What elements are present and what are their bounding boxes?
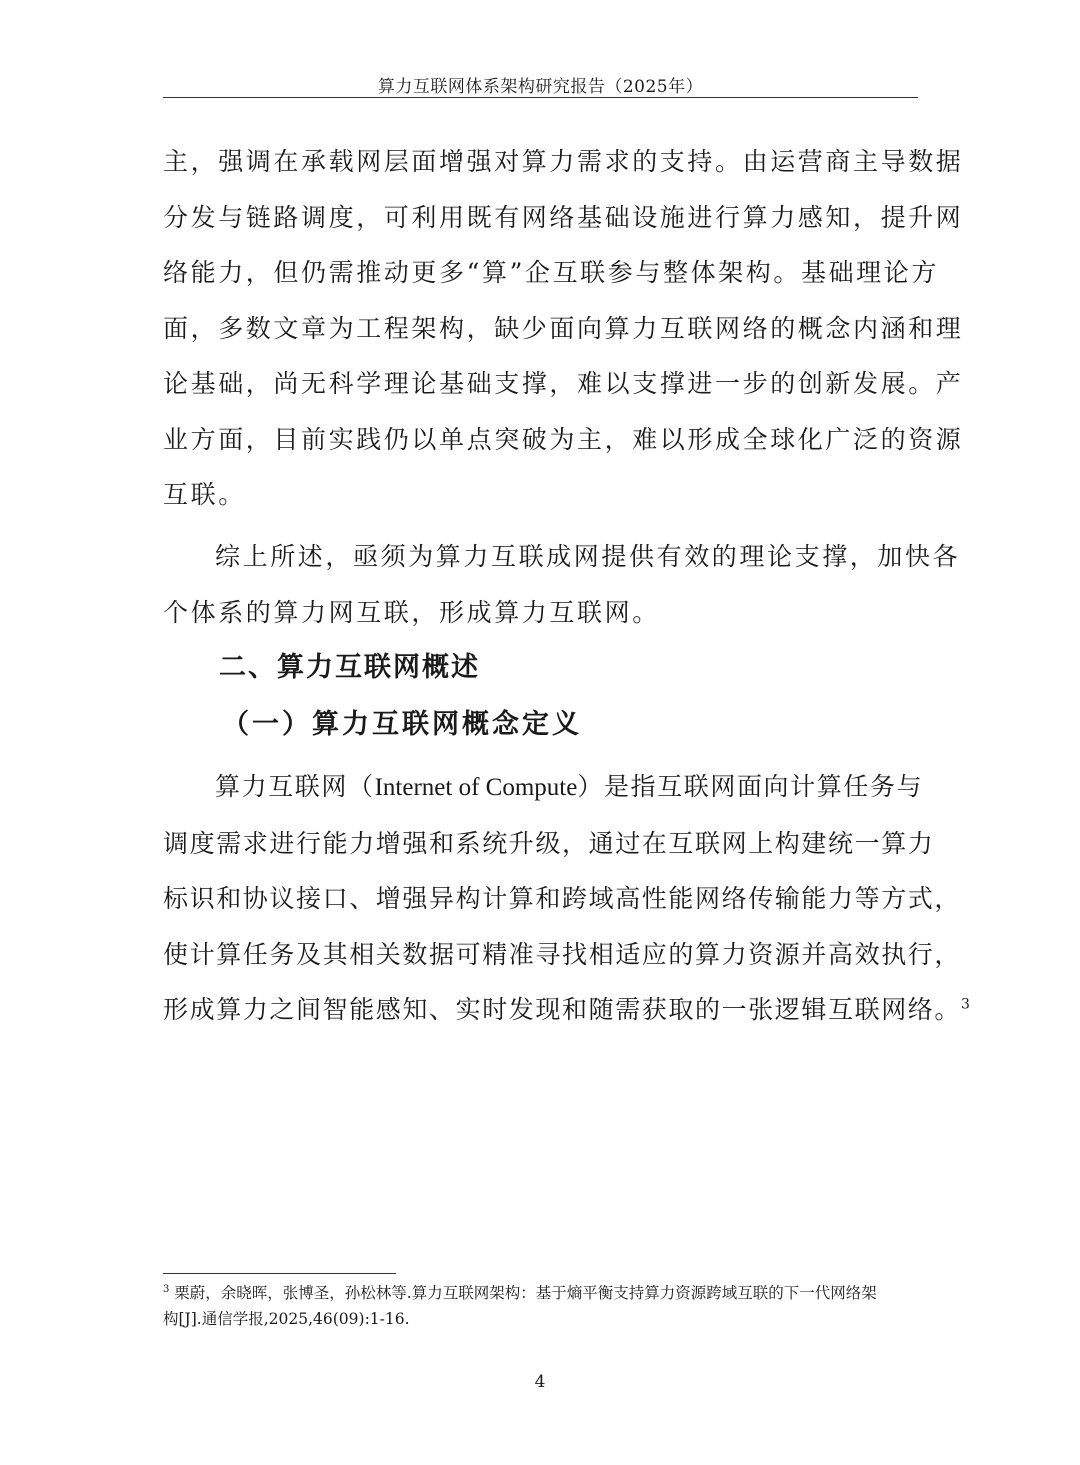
footnote — [163, 1280, 918, 1332]
footnote-reference[interactable]: 3 — [961, 996, 972, 1013]
paragraph-line: 个体系的算力网互联，形成算力互联网。 — [163, 597, 660, 627]
page-number: 4 — [534, 1372, 546, 1392]
paragraph-summary — [163, 529, 961, 640]
last-line-text: 形成算力之间智能感知、实时发现和随需获取的一张逻辑互联网络。 — [163, 995, 962, 1024]
paragraph-line: 综上所述，亟须为算力互联成网提供有效的理论支撑，加快各 — [215, 542, 961, 571]
paragraph-line: 论基础，尚无科学理论基础支撑，难以支撑进一步的创新发展。产 — [163, 369, 964, 398]
paragraph-line — [163, 759, 924, 816]
paragraph-continuation — [163, 134, 964, 523]
running-header: 算力互联网体系架构研究报告（2025年） — [377, 77, 704, 97]
paragraph-line: 标识和协议接口、增强异构计算和跨域高性能网络传输能力等方式， — [163, 884, 962, 913]
subsection-heading: （一）算力互联网概念定义 — [222, 709, 582, 740]
paragraph-line: 互联。 — [163, 480, 246, 509]
paragraph-line: 络能力，但仍需推动更多“算”企互联参与整体架构。基础理论方 — [163, 258, 939, 287]
section-heading: 二、算力互联网概述 — [219, 652, 480, 683]
paragraph-definition — [163, 759, 972, 1038]
footnote-line: 构[J].通信学报,2025,46(09):1-16. — [163, 1310, 410, 1328]
paragraph-line — [163, 982, 972, 1038]
line-suffix: ）是指互联网面向计算任务与 — [577, 772, 924, 801]
footnote-rule — [163, 1273, 396, 1274]
footnote-marker: 3 — [163, 1283, 170, 1295]
paragraph-line: 面，多数文章为工程架构，缺少面向算力互联网络的概念内涵和理 — [163, 313, 964, 343]
footnote-line — [163, 1280, 918, 1306]
line-prefix: 算力互联网（ — [215, 772, 375, 801]
english-term: Internet of Compute — [374, 774, 578, 801]
paragraph-line: 业方面，目前实践仍以单点突破为主，难以形成全球化广泛的资源 — [163, 424, 964, 454]
paragraph-line: 使计算任务及其相关数据可精准寻找相适应的算力资源并高效执行， — [163, 939, 962, 969]
paragraph-line: 分发与链路调度，可利用既有网络基础设施进行算力感知，提升网 — [163, 202, 964, 232]
footnote-text: 栗蔚，余晓晖，张博圣，孙松林等.算力互联网架构：基于熵平衡支持算力资源跨域互联的下一代网络架 — [169, 1284, 877, 1302]
paragraph-line: 调度需求进行能力增强和系统升级，通过在互联网上构建统一算力 — [163, 828, 935, 858]
header-rule — [163, 97, 918, 98]
paragraph-line: 主，强调在承载网层面增强对算力需求的支持。由运营商主导数据 — [163, 147, 964, 176]
